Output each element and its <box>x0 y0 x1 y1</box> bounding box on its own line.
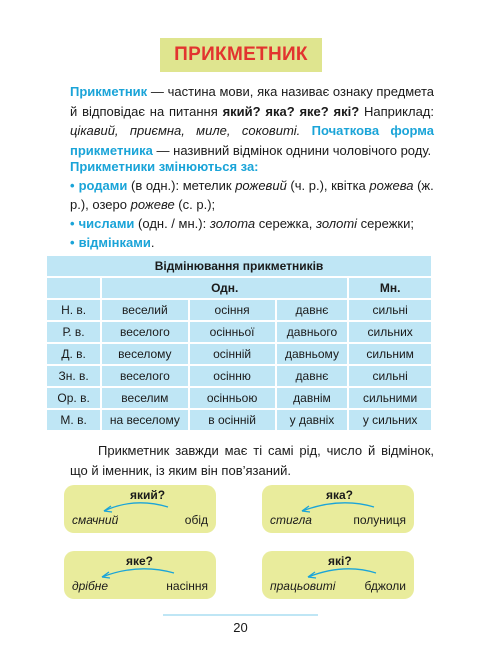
table-row <box>46 365 432 387</box>
table-cell: осінній <box>189 343 276 365</box>
item-text: (ч. р.), квітка <box>286 178 370 193</box>
table-cell: осінню <box>189 365 276 387</box>
table-cell: веселий <box>101 299 188 321</box>
table-row <box>46 409 432 431</box>
item-example: рожева <box>369 178 414 193</box>
example-adjective: стигла <box>270 513 312 527</box>
table-cell: давнього <box>276 321 349 343</box>
table-cell: на веселому <box>101 409 188 431</box>
table-cell: веселого <box>101 321 188 343</box>
term: Прикметник <box>70 84 148 99</box>
case-label: Р. в. <box>46 321 101 343</box>
table-cell: веселому <box>101 343 188 365</box>
title-banner <box>160 38 322 72</box>
table-cell: осінньої <box>189 321 276 343</box>
declension-table <box>45 254 433 432</box>
example-question: яка? <box>326 488 354 502</box>
example-card-1 <box>64 485 216 533</box>
case-label: М. в. <box>46 409 101 431</box>
change-key: родами <box>78 178 128 193</box>
question-words: який? яка? яке? які? <box>222 103 360 119</box>
definition-text-1: — частина мови, яка називає ознаку предмета й відповідає на питання <box>70 84 434 119</box>
definition-text-2: Наприклад: <box>359 103 434 119</box>
example-noun: обід <box>184 513 208 527</box>
example-adjective: дрібне <box>72 579 108 593</box>
change-key: відмінками <box>78 235 151 250</box>
definition-paragraph <box>70 82 434 160</box>
table-cell: сильних <box>348 321 432 343</box>
case-label: Н. в. <box>46 299 101 321</box>
item-example: золоті <box>315 216 358 231</box>
item-text: (в одн.): метелик <box>127 178 236 193</box>
item-text: . <box>150 235 155 250</box>
agreement-note: Прикметник завжди має ті самі рід, число й відмінок, що й іменник, із яким він пов’язаний. <box>70 443 434 478</box>
example-card-3 <box>64 551 216 599</box>
example-noun: насіння <box>166 579 208 593</box>
table-row <box>46 387 432 409</box>
example-noun: полуниця <box>353 513 406 527</box>
example-question: які? <box>328 554 352 568</box>
bullet-icon: • <box>70 235 75 250</box>
table-cell: в осінній <box>189 409 276 431</box>
table-cell: веселим <box>101 387 188 409</box>
bullet-icon: • <box>70 178 75 193</box>
table-cell: осінньою <box>189 387 276 409</box>
case-label: Ор. в. <box>46 387 101 409</box>
initial-form-label: Початкова форма прикметника <box>70 123 434 158</box>
example-adjective: смачний <box>72 513 119 527</box>
item-text: (ж. р.), озеро <box>70 178 434 212</box>
item-text: сережка, <box>255 216 316 231</box>
table-cell: давньому <box>276 343 349 365</box>
table-cell: сильними <box>348 387 432 409</box>
list-item <box>70 233 434 252</box>
item-example: рожеве <box>130 197 175 212</box>
definition-text-3: — називний відмінок однини чоловічого роду. <box>152 142 432 158</box>
table-cell: у давніх <box>276 409 349 431</box>
definition-examples: цікавий, приємна, миле, соковиті. <box>70 123 301 138</box>
change-key: числами <box>78 216 135 231</box>
changes-lead: Прикметники змінюються за: <box>70 159 259 174</box>
item-example: золота <box>209 216 256 231</box>
table-row <box>46 299 432 321</box>
table-caption: Відмінювання прикметників <box>46 255 432 277</box>
bullet-icon: • <box>70 216 75 231</box>
example-card-4 <box>262 551 414 599</box>
item-text: сережки; <box>357 216 414 231</box>
case-label: Д. в. <box>46 343 101 365</box>
table-cell: давнє <box>276 299 349 321</box>
singular-header: Одн. <box>101 277 348 299</box>
table-cell: сильні <box>348 299 432 321</box>
table-cell: сильні <box>348 365 432 387</box>
item-example: рожевий <box>235 178 287 193</box>
table-row <box>46 343 432 365</box>
list-item <box>70 214 434 233</box>
case-label: Зн. в. <box>46 365 101 387</box>
list-item <box>70 176 434 214</box>
example-question: який? <box>130 488 166 502</box>
example-noun: бджоли <box>364 579 406 593</box>
page-number: 20 <box>233 620 248 635</box>
example-adjective: працьовиті <box>270 579 336 593</box>
item-text: (с. р.); <box>174 197 216 212</box>
table-cell: давнє <box>276 365 349 387</box>
changes-block <box>70 157 434 252</box>
table-cell: у сильних <box>348 409 432 431</box>
item-text: (одн. / мн.): <box>134 216 210 231</box>
table-header-empty <box>46 277 101 299</box>
table-cell: осіння <box>189 299 276 321</box>
footer-divider <box>163 614 318 616</box>
example-card-2 <box>262 485 414 533</box>
table-row <box>46 321 432 343</box>
example-question: яке? <box>126 554 154 568</box>
table-cell: давнім <box>276 387 349 409</box>
plural-header: Мн. <box>348 277 432 299</box>
page-title: ПРИКМЕТНИК <box>174 44 308 65</box>
table-cell: сильним <box>348 343 432 365</box>
table-cell: веселого <box>101 365 188 387</box>
